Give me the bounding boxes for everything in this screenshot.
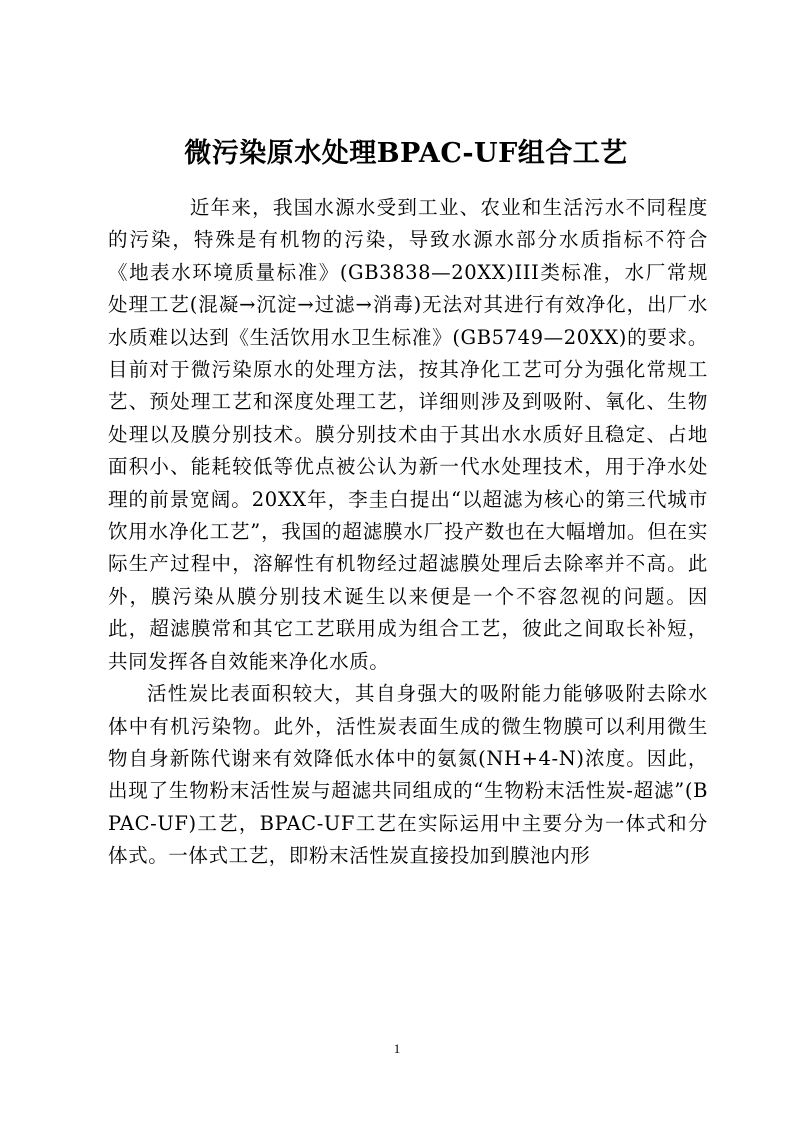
document-body [108, 192, 708, 873]
document-title: 微污染原水处理BPAC-UF组合工艺 [184, 138, 628, 169]
paragraph-1: 近年来，我国水源水受到工业、农业和生活污水不同程度的污染，特殊是有机物的污染，导致水源水部分水质指标不符合《地表水环境质量标准》(GB3838—20XX)III类标准，水厂常规处理工艺(混凝→沉淀→过滤→消毒)无法对其进行有效净化，出厂水水质难以达到《生活饮用水卫生标准》(GB5749—20XX)的要求。目前对于微污染原水的处理方法，按其净化工艺可分为强化常规工艺、预处理工艺和深度处理工艺，详细则涉及到吸附、氧化、生物处理以及膜分别技术。膜分别技术由于其出水水质好且稳定、占地面积小、能耗较低等优点被公认为新一代水处理技术，用于净水处理的前景宽阔。20XX年，李圭白提出“以超滤为核心的第三代城市饮用水净化工艺”，我国的超滤膜水厂投产数也在大幅增加。但在实际生产过程中，溶解性有机物经过超滤膜处理后去除率并不高。此外，膜污染从膜分别技术诞生以来便是一个不容忽视的问题。因此，超滤膜常和其它工艺联用成为组合工艺，彼此之间取长补短，共同发挥各自效能来净化水质。 [108, 196, 708, 673]
page-number: 1 [393, 1041, 401, 1056]
paragraph-2: 活性炭比表面积较大，其自身强大的吸附能力能够吸附去除水体中有机污染物。此外，活性炭表面生成的微生物膜可以利用微生物自身新陈代谢来有效降低水体中的氨氮(NH+4-N)浓度。因此，出现了生物粉末活性炭与超滤共同组成的“生物粉末活性炭-超滤”(BPAC-UF)工艺，BPAC-UF工艺在实际运用中主要分为一体式和分体式。一体式工艺，即粉末活性炭直接投加到膜池内形 [108, 682, 708, 868]
